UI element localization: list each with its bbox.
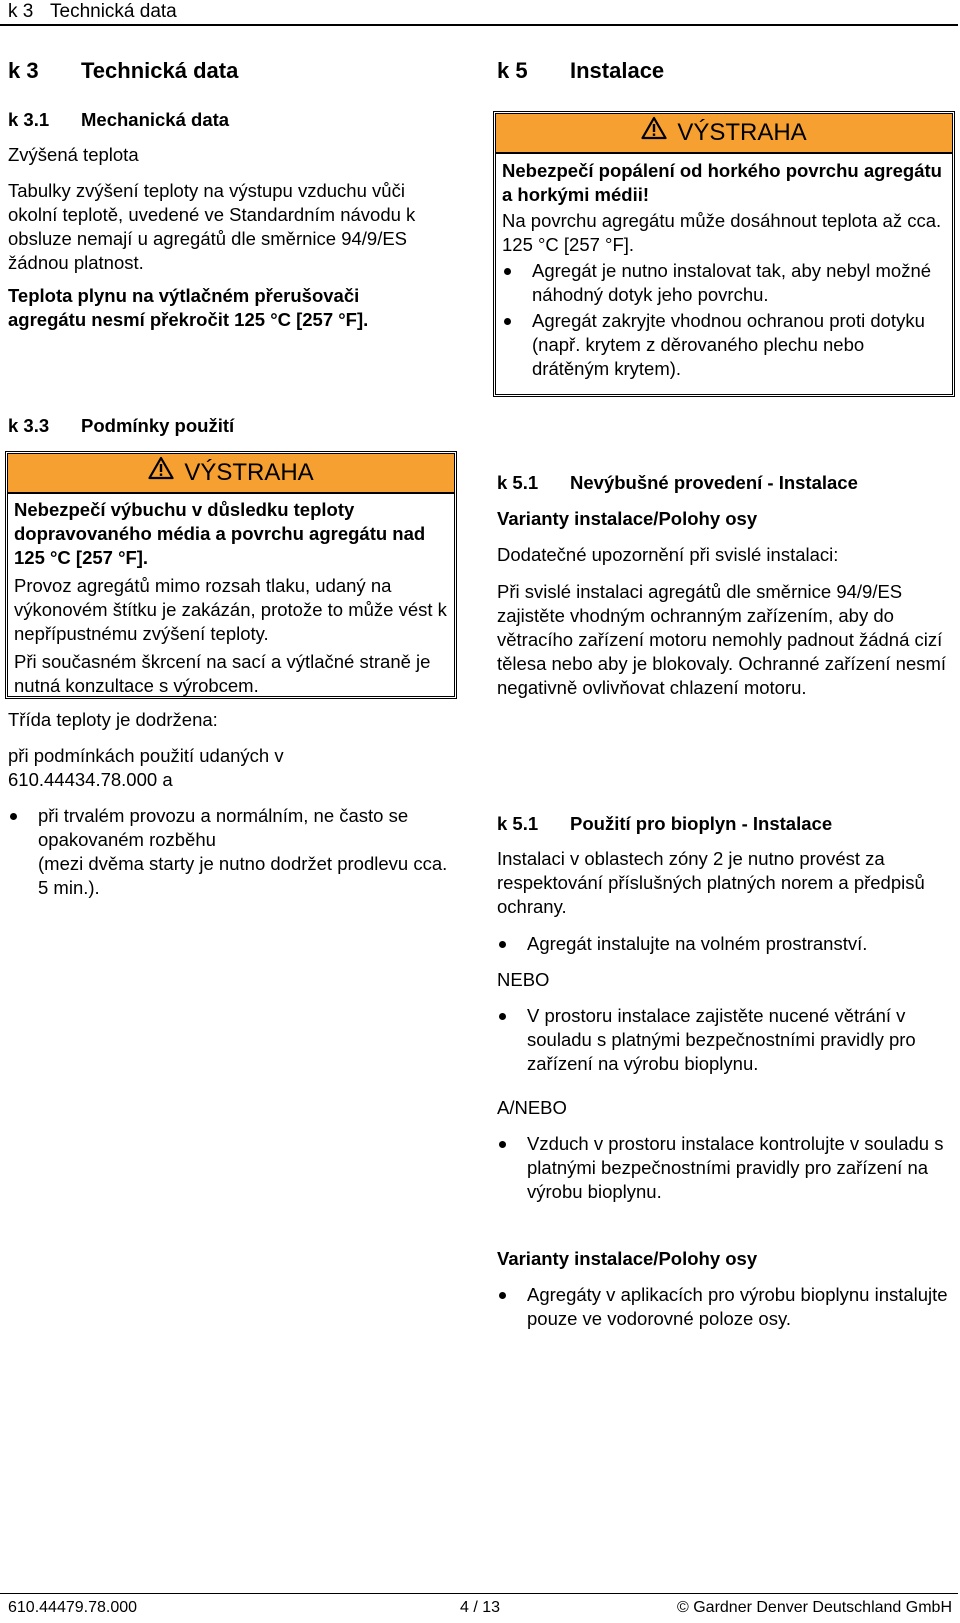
warning-header — [496, 114, 952, 154]
subheading-installation-variants: Varianty instalace/Polohy osy — [497, 508, 758, 529]
paragraph-temperature-class: Třída teploty je dodržena: — [8, 709, 218, 730]
warning-box-explosion — [5, 451, 457, 699]
section-heading-5 — [497, 57, 955, 85]
section-heading-5-1-biogas — [497, 812, 955, 836]
list-item: V prostoru instalace zajistěte nucené větrání v souladu s platnými bezpečnostními pravidly pro zařízení na výrobu bioplynu. — [497, 1004, 955, 1076]
warning-triangle-icon — [641, 115, 667, 151]
section-heading-3-3 — [8, 414, 458, 438]
section-heading-3-1 — [8, 108, 458, 132]
warning-title: VÝSTRAHA — [184, 459, 314, 486]
subheading-installation-variants-2: Varianty instalace/Polohy osy — [497, 1248, 758, 1269]
warning-bold-text: Nebezpečí popálení od horkého povrchu agregátu a horkými médii! — [502, 160, 942, 205]
list-item — [8, 804, 453, 900]
list-item: Agregáty v aplikacích pro výrobu bioplynu instalujte pouze ve vodorovné poloze osy. — [497, 1283, 955, 1331]
footer-doc-number: 610.44479.78.000 — [8, 1599, 138, 1616]
section-title: Technická data — [81, 58, 239, 83]
or-text: NEBO — [497, 969, 550, 990]
and-or-text: A/NEBO — [497, 1097, 567, 1118]
list-item: Agregát instalujte na volném prostranství. — [497, 932, 955, 956]
warning-header — [8, 454, 454, 494]
warning-triangle-icon — [148, 455, 174, 491]
footer-rule — [0, 1593, 958, 1594]
section-number: k 5.1 — [497, 472, 539, 493]
warning-title: VÝSTRAHA — [677, 119, 807, 146]
paragraph-conditions: při podmínkách použití udaných v 610.44434.78.000 a — [8, 745, 284, 790]
paragraph-zone-2: Instalaci v oblastech zóny 2 je nutno provést za respektování příslušných platných norem a předpisů ochrany. — [497, 848, 925, 917]
biogas-list-2 — [497, 1004, 955, 1076]
list-item: Agregát je nutno instalovat tak, aby nebyl možné náhodný dotyk jeho povrchu. — [502, 259, 946, 307]
footer-page-number: 4 / 13 — [459, 1599, 501, 1616]
section-title: Podmínky použití — [81, 415, 235, 436]
section-number: k 3 — [8, 58, 39, 83]
warning-paragraph: Provoz agregátů mimo rozsah tlaku, udaný na výkonovém štítku je zakázán, protože to může vést k nepřípustnému zvýšení teploty. — [14, 575, 447, 644]
running-header-title: Technická data — [50, 1, 177, 22]
footer-copyright: © Gardner Denver Deutschland GmbH — [676, 1599, 952, 1616]
list-item: Agregát zakryjte vhodnou ochranou proti dotyku (např. krytem z děrovaného plechu nebo drátěným krytem). — [502, 309, 946, 381]
header-rule — [0, 24, 958, 26]
warning-bold-text: Nebezpečí výbuchu v důsledku teploty dopravovaného média a povrchu agregátu nad 125 °C [257 °F]. — [14, 499, 426, 568]
section-heading-5-1-ex — [497, 471, 955, 495]
list-item-text: při trvalém provozu a normálním, ne často se opakovaném rozběhu — [38, 805, 409, 850]
running-header — [8, 0, 177, 24]
conditions-list — [8, 804, 453, 900]
list-item: Vzduch v prostoru instalace kontrolujte v souladu s platnými bezpečnostními pravidly pro zařízení na výrobu bioplynu. — [497, 1132, 955, 1204]
section-title: Nevýbušné provedení - Instalace — [570, 472, 858, 493]
section-number: k 5 — [497, 58, 528, 83]
section-number: k 5.1 — [497, 813, 539, 834]
warning-paragraph: Při současném škrcení na sací a výtlačné straně je nutná konzultace s výrobcem. — [14, 651, 431, 696]
section-title: Instalace — [570, 58, 665, 83]
paragraph-temperature-tables: Tabulky zvýšení teploty na výstupu vzduchu vůči okolní teplotě, uvedené ve Standardním návodu k obsluze nemají u agregátů dle směrnice 94/9/ES žádnou platnost. — [8, 180, 416, 273]
paragraph-gas-temperature-limit: Teplota plynu na výtlačném přerušovači agregátu nesmí překročit 125 °C [257 °F]. — [8, 285, 369, 330]
biogas-list-4 — [497, 1283, 955, 1331]
running-header-number: k 3 — [8, 1, 34, 22]
warning-paragraph: Na povrchu agregátu může dosáhnout teplota až cca. 125 °C [257 °F]. — [502, 210, 942, 255]
section-heading-3 — [8, 57, 458, 85]
paragraph-vertical-installation: Při svislé instalaci agregátů dle směrnice 94/9/ES zajistěte vhodným ochranným zařízením, aby do větracího zařízení motoru nemohly padnout žádná cizí tělesa nebo aby je blokovaly. Ochranné zařízení nesmí negativně ovlivňovat chlazení motoru. — [497, 581, 947, 698]
warning-list — [502, 259, 946, 381]
section-number: k 3.1 — [8, 109, 50, 130]
section-number: k 3.3 — [8, 415, 50, 436]
subheading-increased-temperature: Zvýšená teplota — [8, 144, 139, 165]
warning-box-burn — [493, 111, 955, 397]
list-item-text: (mezi dvěma starty je nutno dodržet prodlevu cca. 5 min.). — [38, 853, 448, 898]
biogas-list-3 — [497, 1132, 955, 1204]
section-title: Použití pro bioplyn - Instalace — [570, 813, 833, 834]
paragraph-vertical-note: Dodatečné upozornění při svislé instalaci: — [497, 544, 839, 565]
section-title: Mechanická data — [81, 109, 230, 130]
biogas-list-1 — [497, 932, 955, 956]
